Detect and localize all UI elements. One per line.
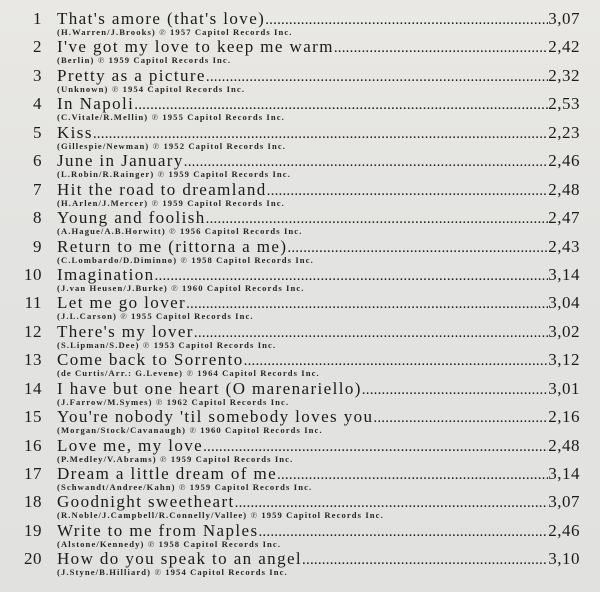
phonogram-copyright-icon: ℗ — [159, 27, 167, 37]
track-writers: (H.Warren/J.Brooks) — [57, 27, 156, 37]
track-title-line — [57, 464, 580, 483]
track-number: 15 — [24, 407, 42, 427]
track-number: 6 — [33, 151, 42, 171]
track-row — [0, 123, 600, 151]
track-writers: (L.Robin/R.Rainger) — [57, 169, 155, 180]
track-title: Come back to Sorrento — [57, 350, 244, 370]
track-year-label: 1959 Capitol Records Inc. — [162, 197, 285, 208]
track-writers: (Schwandt/Andree/Kahn) — [57, 482, 176, 492]
dot-leader — [206, 68, 548, 85]
track-number: 1 — [33, 9, 42, 28]
track-number: 18 — [24, 492, 42, 512]
track-row — [0, 379, 600, 407]
track-year-label: 1962 Capitol Records Inc. — [166, 396, 290, 407]
track-title-line — [57, 350, 580, 369]
track-row — [0, 66, 600, 94]
dot-leader — [302, 551, 548, 568]
track-title-line — [57, 151, 580, 170]
track-duration: 2,42 — [548, 37, 580, 57]
phonogram-copyright-icon: ℗ — [142, 339, 151, 350]
track-title-line — [57, 293, 580, 312]
dot-leader — [334, 39, 548, 56]
track-writers: (Morgan/Stock/Cavanaugh) — [57, 425, 187, 436]
dot-leader — [203, 438, 548, 455]
phonogram-copyright-icon: ℗ — [152, 140, 161, 151]
track-duration: 2,53 — [548, 94, 580, 114]
track-credit — [57, 283, 305, 293]
track-credit — [57, 482, 312, 492]
dot-leader — [184, 153, 548, 170]
dot-leader — [244, 352, 549, 369]
track-credit — [57, 141, 286, 151]
track-title: Write to me from Naples — [57, 520, 259, 540]
phonogram-copyright-icon: ℗ — [120, 311, 128, 322]
track-duration: 3,14 — [548, 464, 580, 483]
track-row — [0, 322, 600, 350]
track-duration: 3,02 — [548, 321, 580, 341]
track-writers: (H.Arlen/J.Mercer) — [57, 197, 149, 208]
track-number: 20 — [24, 549, 42, 569]
track-credit — [57, 368, 320, 378]
track-writers: (C.Vitale/R.Mellin) — [57, 112, 149, 123]
phonogram-copyright-icon: ℗ — [171, 282, 179, 293]
track-title: June in January — [57, 151, 184, 171]
track-credit — [57, 226, 302, 236]
phonogram-copyright-icon: ℗ — [111, 83, 120, 94]
track-year-label: 1960 Capitol Records Inc. — [182, 282, 305, 293]
track-number: 11 — [24, 293, 42, 313]
track-duration: 3,07 — [548, 9, 580, 28]
phonogram-copyright-icon: ℗ — [151, 112, 160, 123]
track-credit — [57, 510, 384, 520]
track-credit — [57, 55, 231, 65]
phonogram-copyright-icon: ℗ — [147, 538, 156, 549]
dot-leader — [277, 466, 548, 483]
track-writers: (J.Styne/B.Hilliard) — [57, 567, 152, 578]
track-title: Return to me (rittorna a me) — [57, 236, 288, 256]
track-title-line — [57, 208, 580, 227]
track-credit — [57, 311, 254, 321]
track-duration: 3,12 — [548, 350, 580, 370]
track-title-line — [57, 9, 580, 28]
track-duration: 3,04 — [548, 293, 580, 313]
track-title: Imagination — [57, 264, 155, 284]
dot-leader — [194, 324, 548, 341]
track-title-line — [57, 379, 580, 398]
track-title-line — [57, 37, 580, 56]
phonogram-copyright-icon: ℗ — [169, 226, 177, 237]
track-year-label: 1959 Capitol Records Inc. — [108, 55, 232, 66]
track-duration: 3,07 — [548, 492, 580, 512]
track-writers: (Unknown) — [57, 83, 109, 94]
track-year-label: 1952 Capitol Records Inc. — [163, 140, 287, 151]
track-row — [0, 521, 600, 549]
track-row — [0, 350, 600, 378]
track-number: 4 — [33, 94, 42, 114]
track-duration: 2,48 — [548, 179, 580, 199]
track-title: Young and foolish — [57, 208, 206, 228]
dot-leader — [287, 239, 548, 256]
track-title: Love me, my love — [57, 435, 204, 455]
track-title: Goodnight sweetheart — [57, 492, 235, 512]
track-number: 17 — [24, 464, 42, 483]
track-year-label: 1959 Capitol Records Inc. — [261, 510, 384, 521]
track-writers: (de Curtis/Arr.: G.Levene) — [57, 368, 184, 379]
track-year-label: 1955 Capitol Records Inc. — [162, 112, 285, 123]
track-row — [0, 265, 600, 293]
track-year-label: 1955 Capitol Records Inc. — [131, 311, 254, 322]
track-credit — [57, 567, 288, 577]
track-writers: (J.Farrow/M.Symes) — [57, 396, 153, 407]
track-credit — [57, 425, 323, 435]
track-credit — [57, 340, 276, 350]
track-writers: (S.Lipman/S.Dee) — [57, 339, 140, 350]
track-title: In Napoli — [57, 94, 135, 114]
track-duration: 2,47 — [548, 208, 580, 228]
track-writers: (Alstone/Kennedy) — [57, 538, 145, 549]
track-credit — [57, 255, 314, 265]
dot-leader — [267, 182, 549, 199]
track-number: 12 — [24, 321, 42, 341]
dot-leader — [186, 295, 548, 312]
track-row — [0, 492, 600, 520]
track-writers: (P.Medley/V.Abrams) — [57, 453, 157, 464]
track-duration: 3,01 — [548, 378, 580, 398]
tracklist — [0, 9, 600, 578]
phonogram-copyright-icon: ℗ — [157, 169, 166, 180]
dot-leader — [258, 523, 548, 540]
track-year-label: 1953 Capitol Records Inc. — [153, 339, 277, 350]
track-row — [0, 237, 600, 265]
track-number: 13 — [24, 350, 42, 370]
track-title: Pretty as a picture — [57, 65, 206, 85]
track-number: 14 — [24, 378, 42, 398]
track-row — [0, 464, 600, 492]
track-title-line — [57, 265, 580, 284]
track-title: Let me go lover — [57, 293, 187, 313]
track-writers: (C.Lombardo/D.Diminno) — [57, 254, 178, 265]
track-credit — [57, 198, 285, 208]
track-duration: 2,43 — [548, 236, 580, 256]
track-row — [0, 436, 600, 464]
dot-leader — [206, 210, 549, 227]
track-title: That's amore (that's love) — [57, 9, 266, 28]
dot-leader — [93, 125, 548, 142]
phonogram-copyright-icon: ℗ — [189, 425, 197, 436]
track-writers: (Gillespie/Newman) — [57, 140, 150, 151]
track-year-label: 1960 Capitol Records Inc. — [200, 425, 323, 436]
track-duration: 3,10 — [548, 549, 580, 569]
track-number: 8 — [33, 208, 42, 228]
track-row — [0, 9, 600, 37]
track-writers: (Berlin) — [57, 55, 95, 66]
track-number: 9 — [33, 236, 42, 256]
track-credit — [57, 169, 291, 179]
track-credit — [57, 454, 293, 464]
track-row — [0, 180, 600, 208]
track-title: Dream a little dream of me — [57, 464, 278, 483]
phonogram-copyright-icon: ℗ — [155, 396, 164, 407]
track-row — [0, 94, 600, 122]
track-number: 16 — [24, 435, 42, 455]
track-writers: (J.L.Carson) — [57, 311, 117, 322]
track-title-line — [57, 407, 580, 426]
track-title-line — [57, 237, 580, 256]
track-duration: 2,46 — [548, 151, 580, 171]
track-duration: 2,16 — [548, 407, 580, 427]
phonogram-copyright-icon: ℗ — [178, 482, 187, 492]
track-credit — [57, 112, 285, 122]
track-title-line — [57, 123, 580, 142]
track-duration: 2,23 — [548, 122, 580, 142]
track-number: 19 — [24, 520, 42, 540]
track-year-label: 1958 Capitol Records Inc. — [191, 254, 314, 265]
dot-leader — [235, 494, 549, 511]
track-writers: (A.Hague/A.B.Horwitt) — [57, 226, 166, 237]
track-title: There's my lover — [57, 321, 194, 341]
track-duration: 2,48 — [548, 435, 580, 455]
track-title: Hit the road to dreamland — [57, 179, 267, 199]
track-duration: 2,46 — [548, 520, 580, 540]
track-row — [0, 293, 600, 321]
track-title-line — [57, 436, 580, 455]
track-number: 2 — [33, 37, 42, 57]
dot-leader — [155, 267, 549, 284]
phonogram-copyright-icon: ℗ — [186, 368, 195, 379]
dot-leader — [362, 381, 548, 398]
track-row — [0, 549, 600, 577]
track-title: How do you speak to an angel — [57, 549, 303, 569]
track-number: 10 — [24, 264, 42, 284]
track-title-line — [57, 492, 580, 511]
track-year-label: 1954 Capitol Records Inc. — [165, 567, 288, 578]
track-title: Kiss — [57, 122, 93, 142]
phonogram-copyright-icon: ℗ — [159, 453, 168, 464]
track-year-label: 1956 Capitol Records Inc. — [179, 226, 303, 237]
phonogram-copyright-icon: ℗ — [154, 567, 162, 578]
track-row — [0, 208, 600, 236]
track-row — [0, 151, 600, 179]
track-year-label: 1957 Capitol Records Inc. — [170, 27, 293, 37]
track-title: I have but one heart (O marenariello) — [57, 378, 362, 398]
dot-leader — [373, 409, 548, 426]
track-row — [0, 37, 600, 65]
dot-leader — [265, 11, 548, 28]
track-year-label: 1959 Capitol Records Inc. — [189, 482, 313, 492]
track-number: 3 — [33, 65, 42, 85]
phonogram-copyright-icon: ℗ — [180, 254, 189, 265]
track-writers: (R.Noble/J.Campbell/R.Connelly/Vallee) — [57, 510, 248, 521]
track-credit — [57, 539, 281, 549]
track-title: I've got my love to keep me warm — [57, 37, 334, 57]
track-title-line — [57, 521, 580, 540]
track-writers: (J.van Heusen/J.Burke) — [57, 282, 168, 293]
track-credit — [57, 84, 245, 94]
track-title-line — [57, 66, 580, 85]
phonogram-copyright-icon: ℗ — [151, 197, 160, 208]
dot-leader — [134, 96, 548, 113]
track-year-label: 1959 Capitol Records Inc. — [170, 453, 294, 464]
phonogram-copyright-icon: ℗ — [250, 510, 259, 521]
track-title: You're nobody 'til somebody loves you — [57, 407, 374, 427]
track-year-label: 1954 Capitol Records Inc. — [122, 83, 246, 94]
track-title-line — [57, 94, 580, 113]
track-year-label: 1964 Capitol Records Inc. — [197, 368, 320, 379]
track-year-label: 1959 Capitol Records Inc. — [168, 169, 291, 180]
track-number: 5 — [33, 122, 42, 142]
track-credit — [57, 397, 289, 407]
track-number: 7 — [33, 179, 42, 199]
track-title-line — [57, 549, 580, 568]
track-credit — [57, 27, 293, 37]
track-title-line — [57, 322, 580, 341]
track-row — [0, 407, 600, 435]
track-year-label: 1958 Capitol Records Inc. — [158, 538, 282, 549]
track-duration: 2,32 — [548, 65, 580, 85]
track-title-line — [57, 180, 580, 199]
phonogram-copyright-icon: ℗ — [97, 55, 106, 66]
track-duration: 3,14 — [548, 264, 580, 284]
